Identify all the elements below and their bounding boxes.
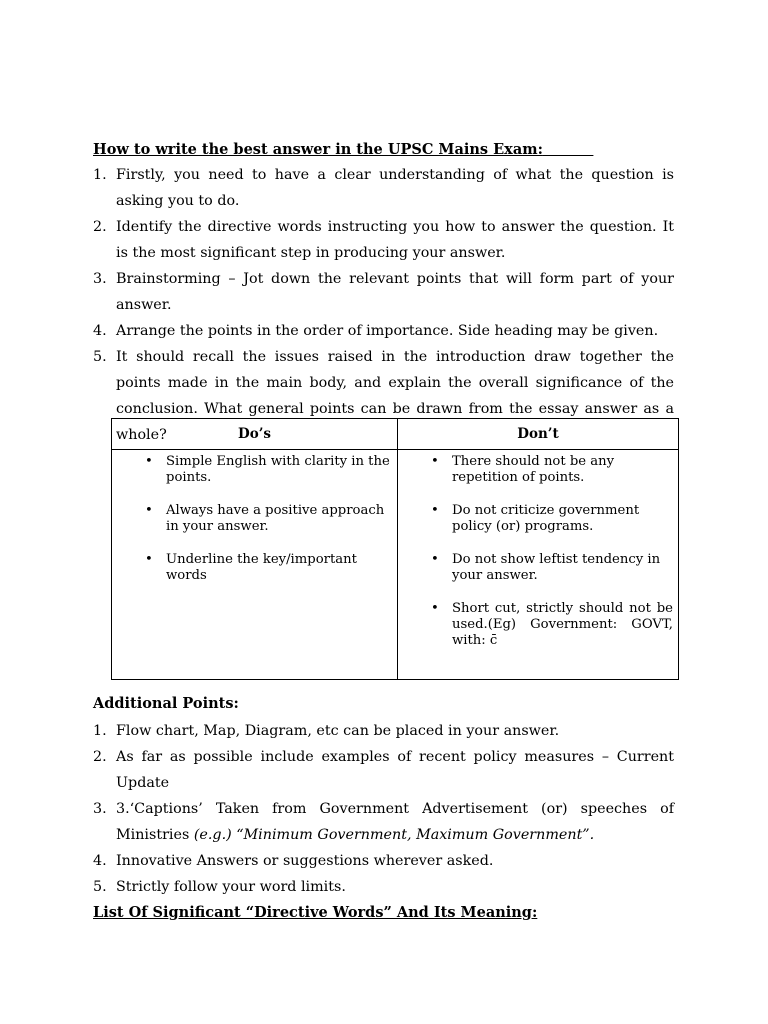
dos-cell <box>112 450 398 680</box>
donts-item: • Do not criticize government policy (or) programs. <box>399 503 677 535</box>
additional-points-list <box>93 718 674 900</box>
list-item: 3. Brainstorming – Jot down the relevant points that will form part of your answer. <box>93 271 674 313</box>
dos-item: • Simple English with clarity in the points. <box>113 454 396 486</box>
caption-example: (e.g.) “Minimum Government, Maximum Government”. <box>193 827 595 843</box>
main-heading: How to write the best answer in the UPSC Mains Exam: <box>93 141 543 158</box>
dos-donts-table <box>111 418 679 680</box>
dos-header: Do’s <box>112 419 398 450</box>
donts-item: • There should not be any repetition of points. <box>399 454 677 486</box>
donts-header: Don’t <box>398 419 679 450</box>
list-item: 4. Arrange the points in the order of importance. Side heading may be given. <box>93 323 659 339</box>
list-item: 4. Innovative Answers or suggestions wherever asked. <box>93 853 494 869</box>
donts-cell <box>398 450 679 680</box>
donts-list <box>399 454 677 649</box>
additional-points-heading: Additional Points: <box>93 695 239 712</box>
dos-item: • Underline the key/important words <box>113 552 396 584</box>
list-item: 2. Identify the directive words instructing you how to answer the question. It is the most significant step in producing your answer. <box>93 219 674 261</box>
steps-list <box>93 162 674 448</box>
dos-item: • Always have a positive approach in your answer. <box>113 503 396 535</box>
list-item: 1. Flow chart, Map, Diagram, etc can be placed in your answer. <box>93 723 560 739</box>
list-item: 5. It should recall the issues raised in the introduction draw together the points made in the main body, and explain the overall significance of the conclusion. What general points can be drawn from the essay answer as a whole? <box>93 349 674 443</box>
list-item: 2. As far as possible include examples of recent policy measures – Current Update <box>93 749 674 791</box>
list-item: 5. Strictly follow your word limits. <box>93 879 346 895</box>
donts-item: • Do not show leftist tendency in your answer. <box>399 552 677 584</box>
donts-item: • Short cut, strictly should not be used.(Eg) Government: GOVT, with: c̄ <box>399 601 677 649</box>
directive-words-heading: List Of Significant “Directive Words” And Its Meaning: <box>93 904 538 921</box>
list-item: 3. 3.‘Captions’ Taken from Government Advertisement (or) speeches of Ministries (e.g.) “Minimum Government, Maximum Government”. <box>93 801 674 843</box>
list-item: 1. Firstly, you need to have a clear understanding of what the question is asking you to do. <box>93 167 674 209</box>
dos-list <box>113 454 396 584</box>
